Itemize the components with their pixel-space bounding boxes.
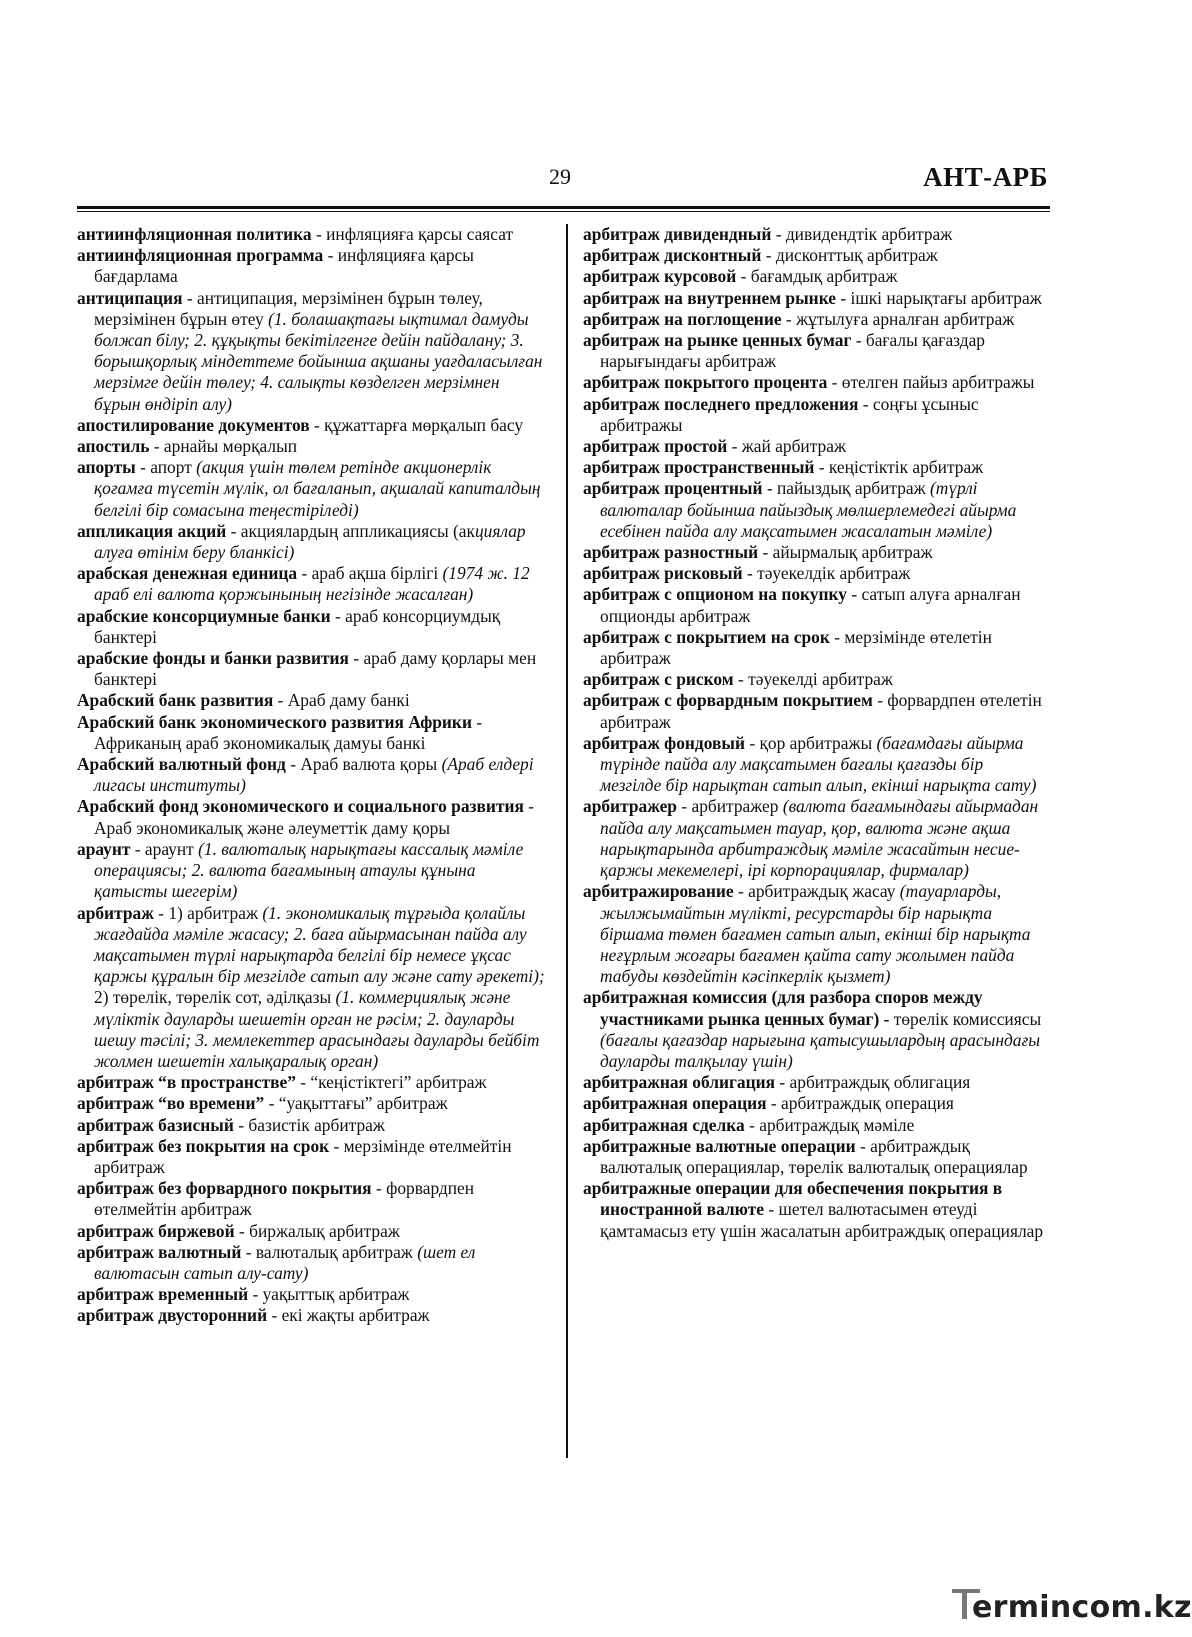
entry-term: антиципация bbox=[77, 287, 183, 308]
dictionary-entry bbox=[77, 415, 549, 436]
entry-definition: - арбитраждық валюталық операциялар, төрелік валюталық операциялар bbox=[600, 1135, 1028, 1177]
entry-term: арбитраж на внутреннем рынке bbox=[583, 287, 837, 308]
entry-term: арбитражная комиссия (для разбора споров между участниками рынка ценных бумаг) - bbox=[583, 987, 983, 1029]
dictionary-entry bbox=[77, 563, 549, 605]
entry-gloss: (1. экономикалық тұрғыда қолайлы жағдайда мәміле жасасу; 2. баға айырмасынан пайда алу мақсатымен түрлі нарықтарда белгілі бір немесе ұқсас қаржы құралын бір мезгілде сатып алу және сату әрекеті); bbox=[94, 902, 545, 987]
entry-term: Арабский банк развития bbox=[77, 690, 274, 711]
dictionary-entry bbox=[583, 563, 1048, 584]
entry-term: арбитраж без покрытия на срок bbox=[77, 1135, 330, 1156]
entry-term: арабские консорциумные банки bbox=[77, 605, 331, 626]
entry-term: арбитраж дисконтный bbox=[583, 245, 762, 266]
dictionary-entry bbox=[77, 1093, 549, 1114]
entry-term: арабские фонды и банки развития bbox=[77, 648, 349, 669]
watermark-t-stem bbox=[962, 1589, 967, 1619]
header-rule-thin bbox=[77, 211, 1050, 212]
entry-term: арбитраж базисный bbox=[77, 1114, 234, 1135]
entry-definition: - арбитражер bbox=[676, 796, 783, 817]
dictionary-entry bbox=[583, 796, 1048, 881]
dictionary-entry bbox=[583, 669, 1048, 690]
dictionary-entry bbox=[583, 1072, 1048, 1093]
entry-gloss: (тауарларды, жылжымайтын мүлікті, ресурстарды бір нарықта біршама төмен бағамен сатып алып, екінші бір нарықта неғұрлым жоғары бағамен қайта сату жолымен пайда табуды көздейтін кәсіпкерлік қызмет) bbox=[600, 881, 1031, 987]
entry-gloss: (бағамдағы айырма түрінде пайда алу мақсатымен бағалы қағазды бір мезгілде бір нарықтан сатып алып, екінші нарықта сату) bbox=[600, 732, 1037, 796]
dictionary-entry bbox=[77, 1115, 549, 1136]
running-head: АНТ-АРБ bbox=[923, 162, 1048, 192]
entry-term: Арабский фонд экономического и социального развития bbox=[77, 796, 524, 817]
entry-definition: - ішкі нарықтағы арбитраж bbox=[836, 287, 1042, 308]
dictionary-entry bbox=[583, 1136, 1048, 1178]
dictionary-entry bbox=[583, 288, 1048, 309]
entry-definition: - арбитраждық жасау bbox=[733, 881, 900, 902]
entry-term: араунт bbox=[77, 838, 131, 859]
entry-gloss: (валюта бағамындағы айырмадан пайда алу мақсатымен тауар, қор, валюта және ақша нарықтарында арбитраждық мәміле жасайтын несие-қаржы мекемелері, ірі корпорациялар, фирмалар) bbox=[600, 796, 1039, 881]
entry-definition: - құжаттарға мөрқалып басу bbox=[309, 414, 524, 435]
entry-definition: - мерзімінде өтелмейтін арбитраж bbox=[94, 1135, 512, 1177]
watermark-text: ermincom.kz bbox=[972, 1590, 1192, 1625]
entry-definition: - базистік арбитраж bbox=[233, 1114, 385, 1135]
entry-term: арабская денежная единица bbox=[77, 563, 298, 584]
entry-term: арбитраж процентный bbox=[583, 478, 763, 499]
dictionary-entry bbox=[77, 457, 549, 521]
entry-term: арбитраж на рынке ценных бумаг bbox=[583, 330, 852, 351]
dictionary-entry bbox=[77, 1136, 549, 1178]
dictionary-entry bbox=[583, 881, 1048, 987]
entry-definition: - антиципация, мерзімінен бұрын төлеу, мерзімінен бұрын өтеу bbox=[94, 287, 483, 329]
entry-term: арбитраж покрытого процента bbox=[583, 372, 828, 393]
entry-term: арбитраж на поглощение bbox=[583, 308, 782, 329]
entry-definition: - арнайы мөрқалып bbox=[149, 436, 298, 457]
dictionary-entry bbox=[583, 245, 1048, 266]
entry-definition: - араб даму қорлары мен банктері bbox=[94, 648, 537, 690]
entry-definition: - тәуекелдік арбитраж bbox=[742, 563, 911, 584]
dictionary-entry bbox=[77, 648, 549, 690]
entry-term: арбитраж рисковый bbox=[583, 563, 743, 584]
dictionary-entry bbox=[583, 224, 1048, 245]
dictionary-entry bbox=[77, 224, 549, 245]
dictionary-entry bbox=[77, 796, 549, 838]
entry-definition: - дисконттық арбитраж bbox=[761, 245, 938, 266]
entry-definition: - бағамдық арбитраж bbox=[736, 266, 898, 287]
dictionary-entry bbox=[77, 606, 549, 648]
entry-gloss: (Араб елдері лигасы институты) bbox=[94, 754, 534, 796]
entry-definition: - араб консорциумдық банктері bbox=[94, 605, 501, 647]
entry-definition: - айырмалық арбитраж bbox=[758, 542, 933, 563]
column-divider bbox=[566, 224, 568, 1458]
dictionary-entry bbox=[583, 627, 1048, 669]
entry-term: аппликация акций bbox=[77, 520, 227, 541]
left-column bbox=[77, 224, 549, 1327]
entry-gloss: (бағалы қағаздар нарығына қатысушылардың арасындағы дауларды талқылау үшін) bbox=[600, 1029, 1041, 1071]
entry-definition: - бағалы қағаздар нарығындағы арбитраж bbox=[600, 330, 985, 372]
entry-definition: - араб ақша бірлігі bbox=[297, 563, 443, 584]
dictionary-entry bbox=[583, 457, 1048, 478]
dictionary-entry bbox=[77, 288, 549, 415]
entry-definition: - тәуекелді арбитраж bbox=[733, 669, 893, 690]
dictionary-entry bbox=[77, 521, 549, 563]
entry-term: арбитражные валютные операции bbox=[583, 1135, 856, 1156]
dictionary-entry bbox=[583, 309, 1048, 330]
dictionary-entry bbox=[77, 712, 549, 754]
entry-term: арбитраж с риском bbox=[583, 669, 734, 690]
page-number: 29 bbox=[549, 164, 571, 189]
entry-gloss: (шет ел валютасын сатып алу-сату) bbox=[94, 1241, 476, 1283]
dictionary-entry bbox=[583, 436, 1048, 457]
dictionary-entry bbox=[77, 690, 549, 711]
entry-term: арбитраж с покрытием на срок bbox=[583, 626, 830, 647]
entry-definition: - 1) арбитраж bbox=[153, 902, 263, 923]
entry-definition: - “кеңістіктегі” арбитраж bbox=[295, 1072, 487, 1093]
entry-definition: - жұтылуға арналған арбитраж bbox=[781, 308, 1015, 329]
entry-definition: - сатып алуға арналған опционды арбитраж bbox=[600, 584, 1021, 626]
entry-definition: - инфляцияға қарсы бағдарлама bbox=[94, 245, 474, 287]
entry-term: арбитраж простой bbox=[583, 436, 728, 457]
dictionary-entry bbox=[77, 1072, 549, 1093]
dictionary-entry bbox=[583, 584, 1048, 626]
entry-definition: - Африканың араб экономикалық дамуы банкі bbox=[94, 711, 483, 753]
entry-gloss: (1974 ж. 12 араб елі валюта қоржынының негізінде жасалған) bbox=[94, 563, 530, 605]
entry-definition: төрелік комиссиясы bbox=[889, 1008, 1042, 1029]
entry-definition: - инфляцияға қарсы саясат bbox=[311, 224, 514, 244]
entry-definition: - арбитраждық операция bbox=[766, 1093, 954, 1114]
entry-term: антиинфляционная политика bbox=[77, 224, 312, 244]
entry-term: арбитраж биржевой bbox=[77, 1220, 235, 1241]
entry-term: арбитраж временный bbox=[77, 1284, 249, 1305]
dictionary-entry bbox=[77, 754, 549, 796]
entry-definition: - шетел валютасымен өтеуді қамтамасыз ету үшін жасалатын арбитраждық операциялар bbox=[600, 1199, 1044, 1241]
entry-definition: - апорт bbox=[135, 457, 197, 478]
entry-definition: - форвардпен өтелетін арбитраж bbox=[600, 690, 1042, 732]
entry-gloss: (түрлі валюталар бойынша пайыздық мөлшерлемедегі айырма есебінен пайда алу мақсатымен жасалатын мәміле) bbox=[600, 478, 1017, 541]
entry-definition: - уақыттық арбитраж bbox=[248, 1284, 410, 1305]
entry-term: арбитражная облигация bbox=[583, 1072, 776, 1093]
entry-term: арбитражер bbox=[583, 796, 677, 817]
dictionary-entry bbox=[583, 733, 1048, 797]
entry-gloss: (1. валюталық нарықтағы кассалық мәміле операциясы; 2. валюта бағамының атаулы құнына қатысты шегерім) bbox=[94, 838, 524, 902]
dictionary-entry bbox=[583, 330, 1048, 372]
dictionary-entry bbox=[583, 1178, 1048, 1242]
entry-definition: 2) төрелік, төрелік сот, әділқазы bbox=[94, 987, 336, 1008]
entry-definition: - арбитраждық облигация bbox=[775, 1072, 971, 1093]
entry-definition: - кеңістіктік арбитраж bbox=[814, 457, 984, 478]
entry-term: арбитражная операция bbox=[583, 1093, 767, 1114]
entry-term: арбитражная сделка bbox=[583, 1114, 745, 1135]
right-column bbox=[583, 224, 1048, 1242]
entry-definition: - Араб валюта қоры bbox=[285, 754, 442, 775]
entry-term: арбитраж курсовой bbox=[583, 266, 737, 287]
entry-term: арбитраж дивидендный bbox=[583, 224, 772, 244]
entry-definition: - қор арбитражы bbox=[744, 732, 877, 753]
entry-term: арбитражирование bbox=[583, 881, 734, 902]
dictionary-entry bbox=[583, 266, 1048, 287]
entry-definition: - мерзімінде өтелетін арбитраж bbox=[600, 626, 992, 669]
dictionary-entry bbox=[77, 245, 549, 287]
dictionary-entry bbox=[77, 903, 549, 1073]
entry-term: Арабский валютный фонд bbox=[77, 754, 286, 775]
entry-term: арбитраж с форвардным покрытием bbox=[583, 690, 873, 711]
dictionary-entry bbox=[77, 1284, 549, 1305]
entry-definition: - жай арбитраж bbox=[727, 436, 846, 457]
entry-definition: - дивидендтік арбитраж bbox=[771, 224, 953, 244]
entry-term: антиинфляционная программа bbox=[77, 245, 324, 266]
entry-term: апостилирование документов bbox=[77, 414, 310, 435]
entry-term: арбитраж последнего предложения bbox=[583, 393, 859, 414]
entry-definition: - биржалық арбитраж bbox=[234, 1220, 400, 1241]
entry-term: арбитраж разностный bbox=[583, 542, 759, 563]
entry-definition: - валюталық арбитраж bbox=[241, 1241, 418, 1262]
entry-term: арбитраж bbox=[77, 902, 154, 923]
dictionary-entry bbox=[77, 1305, 549, 1326]
header-rule-thick bbox=[77, 206, 1050, 209]
dictionary-entry bbox=[77, 839, 549, 903]
entry-gloss: (1. болашақтағы ықтимал дамуды болжап білу; 2. құқықты бекітілгенге дейін пайдалану; 3. борышқорлық міндеттеме бойынша ақшаны уағдаласылған мерзімге дейін төлеу; 4. салықты көзделген мерзімнен бұрын өндіріп алу) bbox=[94, 308, 543, 414]
entry-definition: - араунт bbox=[130, 838, 199, 859]
entry-term: арбитраж пространственный bbox=[583, 457, 815, 478]
entry-definition: - өтелген пайыз арбитражы bbox=[827, 372, 1035, 393]
entry-definition: - соңғы ұсыныс арбитражы bbox=[600, 393, 979, 435]
dictionary-entry bbox=[583, 542, 1048, 563]
entry-gloss: (1. коммерциялық және мүліктік дауларды шешетін орган не рәсім; 2. дауларды шешу тәсілі; 3. мемлекеттер арасындағы дауларды бейбіт жолмен шешетін халықаралық орган) bbox=[94, 987, 540, 1071]
dictionary-entry bbox=[77, 1242, 549, 1284]
entry-definition: - форвардпен өтелмейтін арбитраж bbox=[94, 1178, 475, 1220]
entry-term: арбитраж без форвардного покрытия bbox=[77, 1178, 372, 1199]
entry-term: арбитражные операции для обеспечения покрытия в иностранной валюте bbox=[583, 1178, 1003, 1220]
dictionary-entry bbox=[77, 1178, 549, 1220]
dictionary-entry bbox=[583, 690, 1048, 732]
entry-gloss: (акция үшін төлем ретінде акционерлік қоғамға түсетін мүлік, ол бағаланып, ақшалай капиталдың белгілі бір сомасына теңестіріледі) bbox=[94, 457, 541, 520]
entry-term: апорты bbox=[77, 457, 136, 478]
entry-definition: - екі жақты арбитраж bbox=[267, 1305, 430, 1326]
entry-definition: - Араб даму банкі bbox=[273, 690, 410, 711]
dictionary-entry bbox=[583, 372, 1048, 393]
entry-definition: - Араб экономикалық және әлеуметтік даму қоры bbox=[94, 796, 535, 838]
entry-definition: - “уақыттағы” арбитраж bbox=[264, 1093, 448, 1114]
entry-gloss: циялар алуға өтінім беру бланкісі) bbox=[94, 520, 526, 563]
dictionary-entry bbox=[583, 394, 1048, 436]
watermark-logo bbox=[948, 1587, 1192, 1631]
entry-definition: - арбитраждық мәміле bbox=[744, 1114, 915, 1135]
entry-term: Арабский банк экономического развития Африки bbox=[77, 711, 472, 732]
entry-term: арбитраж с опционом на покупку bbox=[583, 584, 847, 605]
dictionary-entry bbox=[77, 1221, 549, 1242]
dictionary-entry bbox=[77, 436, 549, 457]
entry-term: арбитраж двусторонний bbox=[77, 1305, 268, 1326]
entry-term: арбитраж “во времени” bbox=[77, 1093, 265, 1114]
dictionary-entry bbox=[583, 987, 1048, 1072]
dictionary-entry bbox=[583, 1093, 1048, 1114]
dictionary-entry bbox=[583, 1115, 1048, 1136]
dictionary-entry bbox=[583, 478, 1048, 542]
entry-term: арбитраж фондовый bbox=[583, 732, 745, 753]
entry-term: апостиль bbox=[77, 436, 150, 457]
entry-definition: - акциялардың аппликациясы (ак bbox=[226, 520, 475, 541]
entry-definition: - пайыздық арбитраж bbox=[762, 478, 931, 499]
entry-term: арбитраж валютный bbox=[77, 1241, 242, 1262]
entry-term: арбитраж “в пространстве” bbox=[77, 1072, 296, 1093]
